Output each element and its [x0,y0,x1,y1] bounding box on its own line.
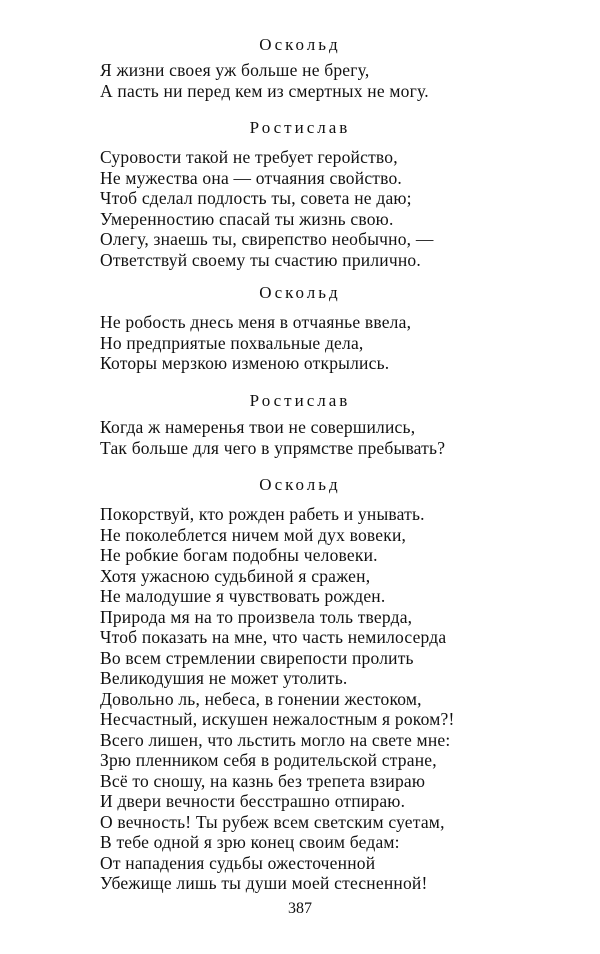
verse-line: Чтоб показать на мне, что часть немилосерда [100,627,447,647]
verse-line: Когда ж намеренья твои не совершились, [100,417,416,437]
verse-line: Несчастный, искушен нежалостным я роком?! [100,709,455,729]
verse-line: Я жизни своея уж больше не брегу, [100,60,370,80]
verse-block [100,60,520,101]
verse-line: Покорствуй, кто рожден рабеть и унывать. [100,504,425,524]
verse-line: Всего лишен, что льстить могло на свете мне: [100,729,451,750]
speaker-heading: Оскольд [259,283,341,302]
speaker-heading: Оскольд [259,475,341,494]
verse-line: Умеренностию спасай ты жизнь свою. [100,208,394,229]
verse-line: Убежище лишь ты души моей стесненной! [100,873,428,893]
verse-line: Не поколеблется ничем мой дух вовеки, [100,524,407,545]
verse-line: От нападения судьбы ожесточенной [100,852,376,873]
verse-line: Не мужества она — отчаяния свойство. [100,167,403,188]
verse-line: Не малодушие я чувствовать рожден. [100,586,386,606]
verse-line: О вечность! Ты рубеж всем светским суетам, [100,811,445,832]
verse-block [100,312,520,374]
verse-line: Довольно ль, небеса, в гонении жестоком, [100,688,422,709]
verse-line: В тебе одной я зрю конец своим бедам: [100,832,400,852]
verse-line: Хотя ужасною судьбиной я сражен, [100,565,371,586]
verse-block [100,147,520,270]
verse-line: Ответствуй своему ты счастию прилично. [100,249,421,270]
verse-line: Великодушия не может утолить. [100,668,348,688]
verse-line: Не робкие богам подобны человеки. [100,545,378,565]
verse-line: Но предприятые похвальные дела, [100,332,364,353]
verse-line: Природа мя на то произвела толь тверда, [100,606,413,627]
speaker-heading: Ростислав [249,391,351,410]
page-number: 387 [288,900,312,917]
verse-line: А пасть ни перед кем из смертных не могу. [100,80,429,101]
verse-line: Олегу, знаешь ты, свирепство необычно, — [100,229,434,249]
verse-line: Чтоб сделал подлость ты, совета не даю; [100,188,412,208]
verse-line: Всё то сношу, на казнь без трепета взираю [100,770,426,791]
verse-line: Не робость днесь меня в отчаянье ввела, [100,312,412,332]
verse-line: И двери вечности бесстрашно отпираю. [100,791,406,811]
speaker-heading: Ростислав [249,118,351,137]
verse-line: Суровости такой не требует геройство, [100,147,398,167]
speaker-heading: Оскольд [259,35,341,54]
verse-block [100,504,520,894]
verse-block [100,417,520,458]
verse-line: Во всем стремлении свирепости пролить [100,647,414,668]
verse-line: Которы мерзкою изменою открылись. [100,353,390,373]
verse-line: Зрю пленником себя в родительской стране, [100,750,437,770]
verse-line: Так больше для чего в упрямстве пребывать? [100,437,446,458]
